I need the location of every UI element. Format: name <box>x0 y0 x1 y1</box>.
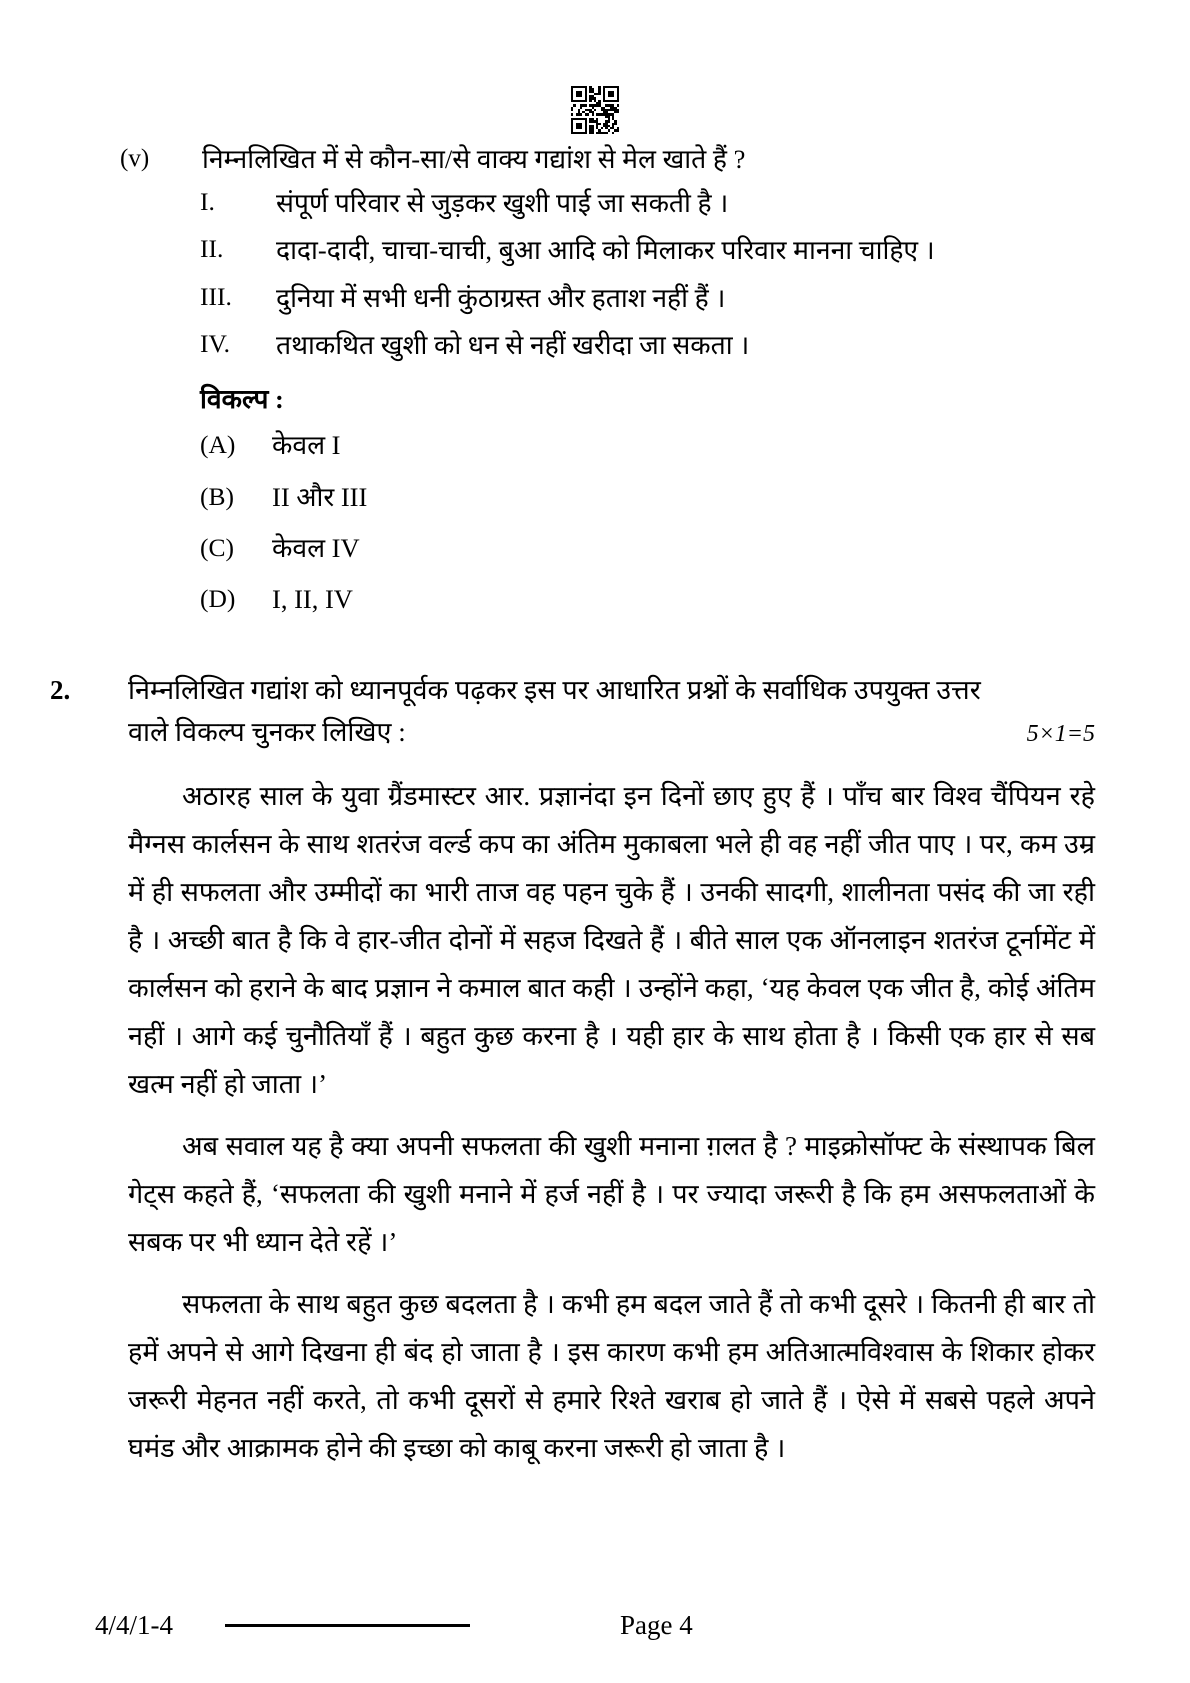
option-marker: (C) <box>200 532 234 562</box>
marks-allocation: 5×1=5 <box>1026 720 1095 747</box>
option-d[interactable] <box>200 581 1095 618</box>
page-content <box>0 140 1190 1472</box>
list-item <box>200 279 1095 317</box>
statement-marker: III. <box>200 281 232 311</box>
page-footer <box>0 1610 1190 1641</box>
instruction-line-2-row <box>128 712 1095 754</box>
option-marker: (D) <box>200 583 236 613</box>
sub-question-marker: (v) <box>120 145 150 172</box>
question-2 <box>0 670 1190 754</box>
option-marker: (B) <box>200 481 234 511</box>
instruction-line-2: वाले विकल्प चुनकर लिखिए : <box>128 716 406 747</box>
option-marker: (A) <box>200 430 236 460</box>
sub-question-v <box>0 140 1190 180</box>
statement-marker: I. <box>200 186 215 216</box>
question-number: 2. <box>50 674 71 705</box>
page-number: Page 4 <box>620 1610 693 1640</box>
sub-question-prompt: निम्नलिखित में से कौन-सा/से वाक्य गद्यांश से मेल खाते हैं ? <box>202 144 746 174</box>
statement-text: दुनिया में सभी धनी कुंठाग्रस्त और हताश नहीं हैं । <box>276 282 726 313</box>
statement-marker: II. <box>200 234 224 264</box>
option-label: केवल IV <box>272 532 360 563</box>
option-b[interactable] <box>200 479 1095 516</box>
list-item <box>200 326 1095 364</box>
qr-code-icon <box>571 86 619 134</box>
passage-paragraph: अब सवाल यह है क्या अपनी सफलता की खुशी मनाना ग़लत है ? माइक्रोसॉफ्ट के संस्थापक बिल गेट्स कहते हैं, ‘सफलता की खुशी मनाने में हर्ज नहीं है । पर ज्यादा जरूरी है कि हम असफलताओं के सबक पर भी ध्यान देते रहें ।’ <box>128 1130 1095 1257</box>
statement-text: तथाकथित खुशी को धन से नहीं खरीदा जा सकता । <box>276 330 750 361</box>
option-label: केवल I <box>272 430 341 461</box>
paper-code: 4/4/1-4 <box>95 1610 173 1640</box>
option-a[interactable] <box>200 427 1095 464</box>
statement-marker: IV. <box>200 329 230 359</box>
option-label: I, II, IV <box>272 583 353 614</box>
reading-passage <box>0 772 1190 1473</box>
instruction-line-1: निम्नलिखित गद्यांश को ध्यानपूर्वक पढ़कर इस पर आधारित प्रश्नों के सर्वाधिक उपयुक्त उत्तर <box>128 674 981 705</box>
list-item <box>200 184 1095 222</box>
option-c[interactable] <box>200 530 1095 567</box>
footer-divider <box>225 1624 470 1627</box>
statement-text: संपूर्ण परिवार से जुड़कर खुशी पाई जा सकती है । <box>276 187 729 218</box>
option-label: II और III <box>272 481 368 512</box>
question-instruction <box>128 670 1095 754</box>
options-heading: विकल्प : <box>200 384 284 415</box>
list-item <box>200 231 1095 269</box>
option-list <box>0 427 1190 617</box>
statement-list <box>0 184 1190 365</box>
passage-paragraph: सफलता के साथ बहुत कुछ बदलता है । कभी हम बदल जाते हैं तो कभी दूसरे । कितनी ही बार तो हमें अपने से आगे दिखना ही बंद हो जाता है । इस कारण कभी हम अतिआत्मविश्वास के शिकार होकर जरूरी मेहनत नहीं करते, तो कभी दूसरों से हमारे रिश्ते खराब हो जाते हैं । ऐसे में सबसे पहले अपने घमंड और आक्रामक होने की इच्छा को काबू करना जरूरी हो जाता है । <box>128 1288 1095 1464</box>
statement-text: दादा-दादी, चाचा-चाची, बुआ आदि को मिलाकर परिवार मानना चाहिए । <box>276 235 935 266</box>
passage-paragraph: अठारह साल के युवा ग्रैंडमास्टर आर. प्रज्ञानंदा इन दिनों छाए हुए हैं । पाँच बार विश्व चैंपियन रहे मैग्नस कार्लसन के साथ शतरंज वर्ल्ड कप का अंतिम मुकाबला भले ही वह नहीं जीत पाए । पर, कम उम्र में ही सफलता और उम्मीदों का भारी ताज वह पहन चुके हैं । उनकी सादगी, शालीनता पसंद की जा रही है । अच्छी बात है कि वे हार-जीत दोनों में सहज दिखते हैं । बीते साल एक ऑनलाइन शतरंज टूर्नामेंट में कार्लसन को हराने के बाद प्रज्ञान ने कमाल बात कही । उन्होंने कहा, ‘यह केवल एक जीत है, कोई अंतिम नहीं । आगे कई चुनौतियाँ हैं । बहुत कुछ करना है । यही हार के साथ होता है । किसी एक हार से सब खत्म नहीं हो जाता ।’ <box>128 780 1095 1099</box>
qr-code-container <box>0 86 1190 134</box>
